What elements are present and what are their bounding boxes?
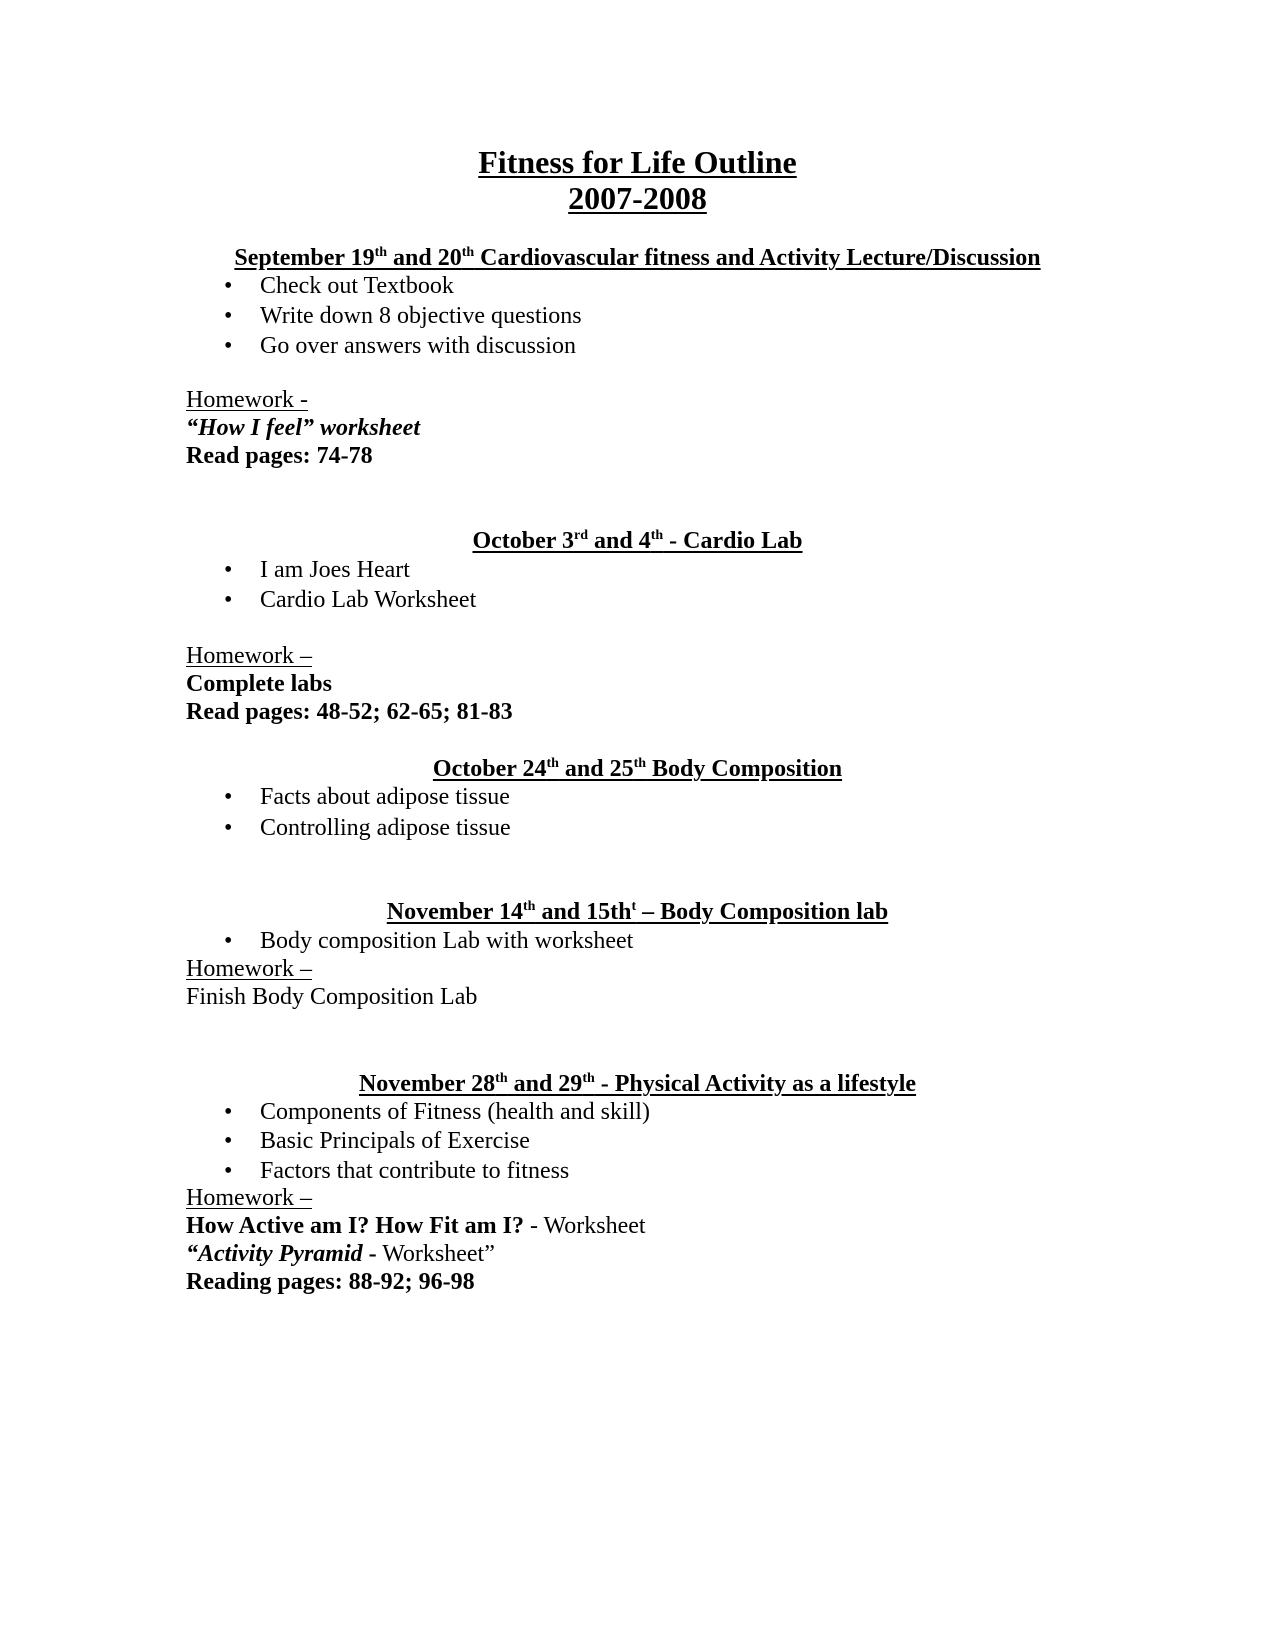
title-line-1: Fitness for Life Outline [478, 144, 797, 180]
bullet-icon: • [224, 1099, 233, 1125]
homework-label: Homework - [186, 387, 308, 413]
bullet-icon: • [224, 333, 233, 359]
homework-label: Homework – [186, 643, 312, 669]
section-heading-november-14: November 14th and $15th^t$ – Body Composition lab [386, 899, 889, 925]
homework-item: Reading pages: 88-92; 96-98 [186, 1269, 475, 1295]
section-heading-october-3: October 3rd and 4th - Cardio Lab [472, 528, 803, 554]
homework-item: Read pages: 48-52; 62-65; 81-83 [186, 699, 513, 725]
bullet-icon: • [224, 784, 233, 810]
bullet-icon: • [224, 928, 233, 954]
document-subtitle [0, 180, 1275, 216]
section-heading-november-28: November 28th and 29th - Physical Activity as a lifestyle [358, 1071, 917, 1097]
homework-label: Homework – [186, 956, 312, 982]
homework-item: How Active am I? How Fit am I? - Worksheet [186, 1213, 646, 1239]
document-title [0, 144, 1275, 180]
title-line-2: 2007-2008 [568, 180, 707, 216]
section-heading-october-24: October 24th and 25th Body Composition [432, 756, 843, 782]
bullet-icon: • [224, 557, 233, 583]
bullet-icon: • [224, 815, 233, 841]
homework-item: Complete labs [186, 671, 332, 697]
bullet-icon: • [224, 1128, 233, 1154]
section-heading-september: September 19th and 20th Cardiovascular fitness and Activity Lecture/Discussion [234, 245, 1041, 271]
bullet-icon: • [224, 1158, 233, 1184]
bullet-icon: • [224, 303, 233, 329]
homework-item: Finish Body Composition Lab [186, 984, 478, 1010]
bullet-icon: • [224, 273, 233, 299]
homework-label: Homework – [186, 1185, 312, 1211]
homework-item: “Activity Pyramid - Worksheet” [186, 1241, 495, 1267]
homework-item: “How I feel” worksheet [186, 415, 420, 441]
homework-item: Read pages: 74-78 [186, 443, 373, 469]
bullet-icon: • [224, 587, 233, 613]
